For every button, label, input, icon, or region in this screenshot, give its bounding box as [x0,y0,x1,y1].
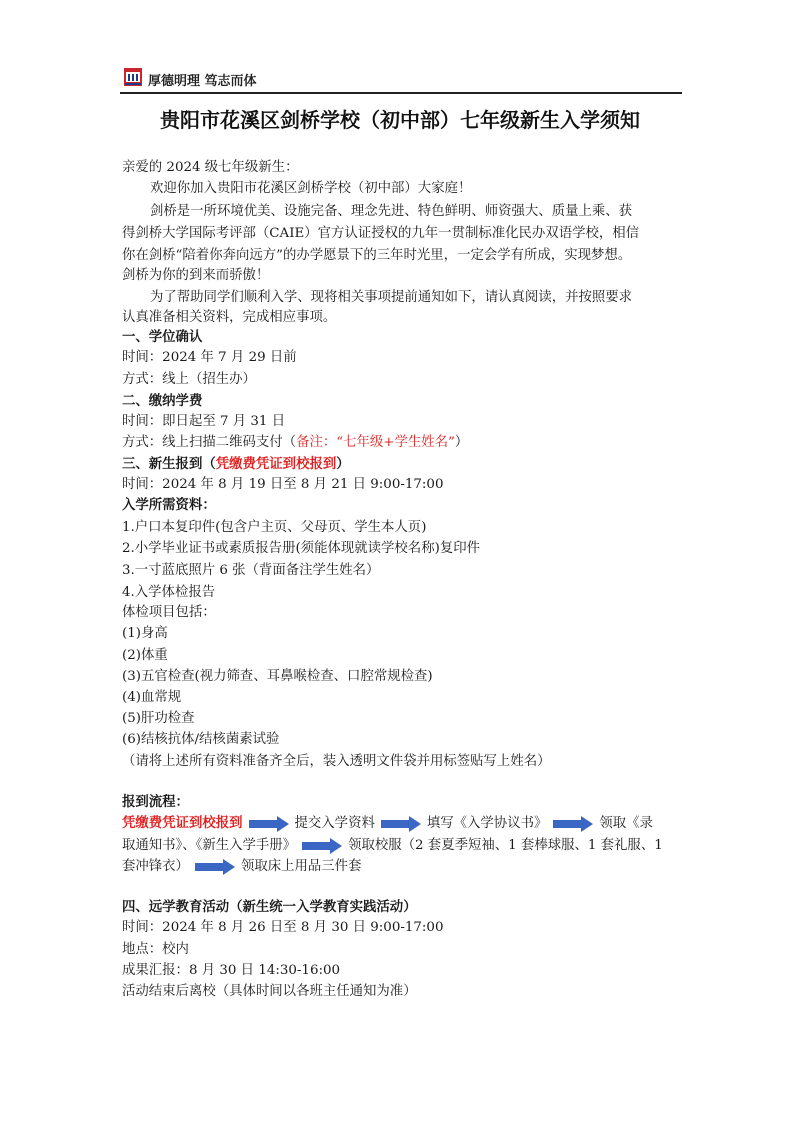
method-suffix: ） [454,435,469,450]
arrow-right-icon [302,838,342,854]
section3-time: 时间：2024 年 8 月 19 日至 8 月 21 日 9:00-17:00 [122,477,444,492]
exam-item: (5)肝功检查 [122,711,195,726]
section2-heading: 二、缴纳学费 [122,394,203,409]
greeting: 亲爱的 2024 级七年级新生： [122,160,299,175]
arrow-right-icon [381,816,421,832]
method-note: 备注：“七年级+学生姓名” [296,435,455,450]
method-text: 方式：线上扫描二维码支付（ [122,435,297,450]
process-step-notice: 领取《录 [599,816,653,831]
section1-time: 时间：2024 年 7 月 29 日前 [122,350,297,365]
welcome-line: 欢迎你加入贵阳市花溪区剑桥学校（初中部）大家庭！ [150,181,472,196]
process-step-agreement: 填写《入学协议书》 [426,816,548,831]
section4-leave: 活动结束后离校（具体时间以各班主任通知为准） [122,984,417,999]
exam-item: (4)血常规 [122,690,182,705]
material-item: 3.一寸蓝底照片 6 张（背面备注学生姓名） [122,563,380,578]
process-line-3 [122,857,361,877]
heading-text: 三、新生报到（ [122,457,216,472]
process-step-submit: 提交入学资料 [294,816,375,831]
school-logo-icon [122,66,144,88]
process-step-uniform: 领取校服（2 套夏季短袖、1 套棒球服、1 套礼服、1 [348,838,663,853]
process-heading: 报到流程： [122,795,189,810]
process-step-bedding: 领取床上用品三件套 [240,859,362,874]
header [122,66,682,92]
section4-heading: 四、远学教育活动（新生统一入学教育实践活动） [122,900,417,915]
section2-method [122,435,468,451]
section4-time: 时间：2024 年 8 月 26 日至 8 月 30 日 9:00-17:00 [122,920,444,935]
materials-note: （请将上述所有资料准备齐全后，装入透明文件袋并用标签贴写上姓名） [122,754,551,769]
material-item: 1.户口本复印件(包含户主页、父母页、学生本人页) [122,520,427,535]
notice-line: 为了帮助同学们顺利入学、现将相关事项提前通知如下，请认真阅读，并按照要求 [150,290,633,305]
exam-item: (2)体重 [122,648,168,663]
process-step-uniform-cont: 套冲锋衣） [122,859,189,874]
arrow-right-icon [195,859,235,875]
exam-heading: 体检项目包括： [122,605,216,620]
section4-place: 地点：校内 [122,942,189,957]
arrow-right-icon [553,816,593,832]
exam-item: (1)身高 [122,626,168,641]
school-motto: 厚德明理 笃志而体 [148,74,257,89]
section1-heading: 一、学位确认 [122,330,203,345]
heading-suffix: ） [336,457,350,472]
section4-report: 成果汇报：8 月 30 日 14:30-16:00 [122,963,341,978]
arrow-right-icon [249,816,289,832]
intro-paragraph-line: 你在剑桥“陪着你奔向远方”的办学愿景下的三年时光里，一定会学有所成，实现梦想。 [122,248,632,263]
process-line-1 [122,814,653,834]
process-step-notice-cont: 取通知书》、《新生入学手册》 [122,838,297,853]
process-step-checkin: 凭缴费凭证到校报到 [122,816,243,831]
exam-item: (3)五官检查(视力筛查、耳鼻喉检查、口腔常规检查) [122,669,433,684]
process-line-2 [122,836,663,856]
intro-paragraph-line: 得剑桥大学国际考评部（CAIE）官方认证授权的九年一贯制标准化民办双语学校，相信 [122,226,640,241]
page-title: 贵阳市花溪区剑桥学校（初中部）七年级新生入学须知 [160,108,640,132]
exam-item: (6)结核抗体/结核菌素试验 [122,732,280,747]
section3-heading [122,457,350,473]
intro-paragraph-line: 剑桥是一所环境优美、设施完备、理念先进、特色鲜明、师资强大、质量上乘、获 [150,204,633,219]
material-item: 2.小学毕业证书或素质报告册(须能体现就读学校名称)复印件 [122,541,480,556]
material-item: 4.入学体检报告 [122,585,216,600]
header-divider [120,92,682,94]
section2-time: 时间：即日起至 7 月 31 日 [122,414,286,429]
section1-method: 方式：线上（招生办） [122,372,256,387]
notice-line: 认真准备相关资料，完成相应事项。 [122,310,337,325]
materials-heading: 入学所需资料： [122,498,216,513]
heading-note: 凭缴费凭证到校报到 [215,457,337,472]
intro-paragraph-line: 剑桥为你的到来而骄傲！ [122,268,270,283]
